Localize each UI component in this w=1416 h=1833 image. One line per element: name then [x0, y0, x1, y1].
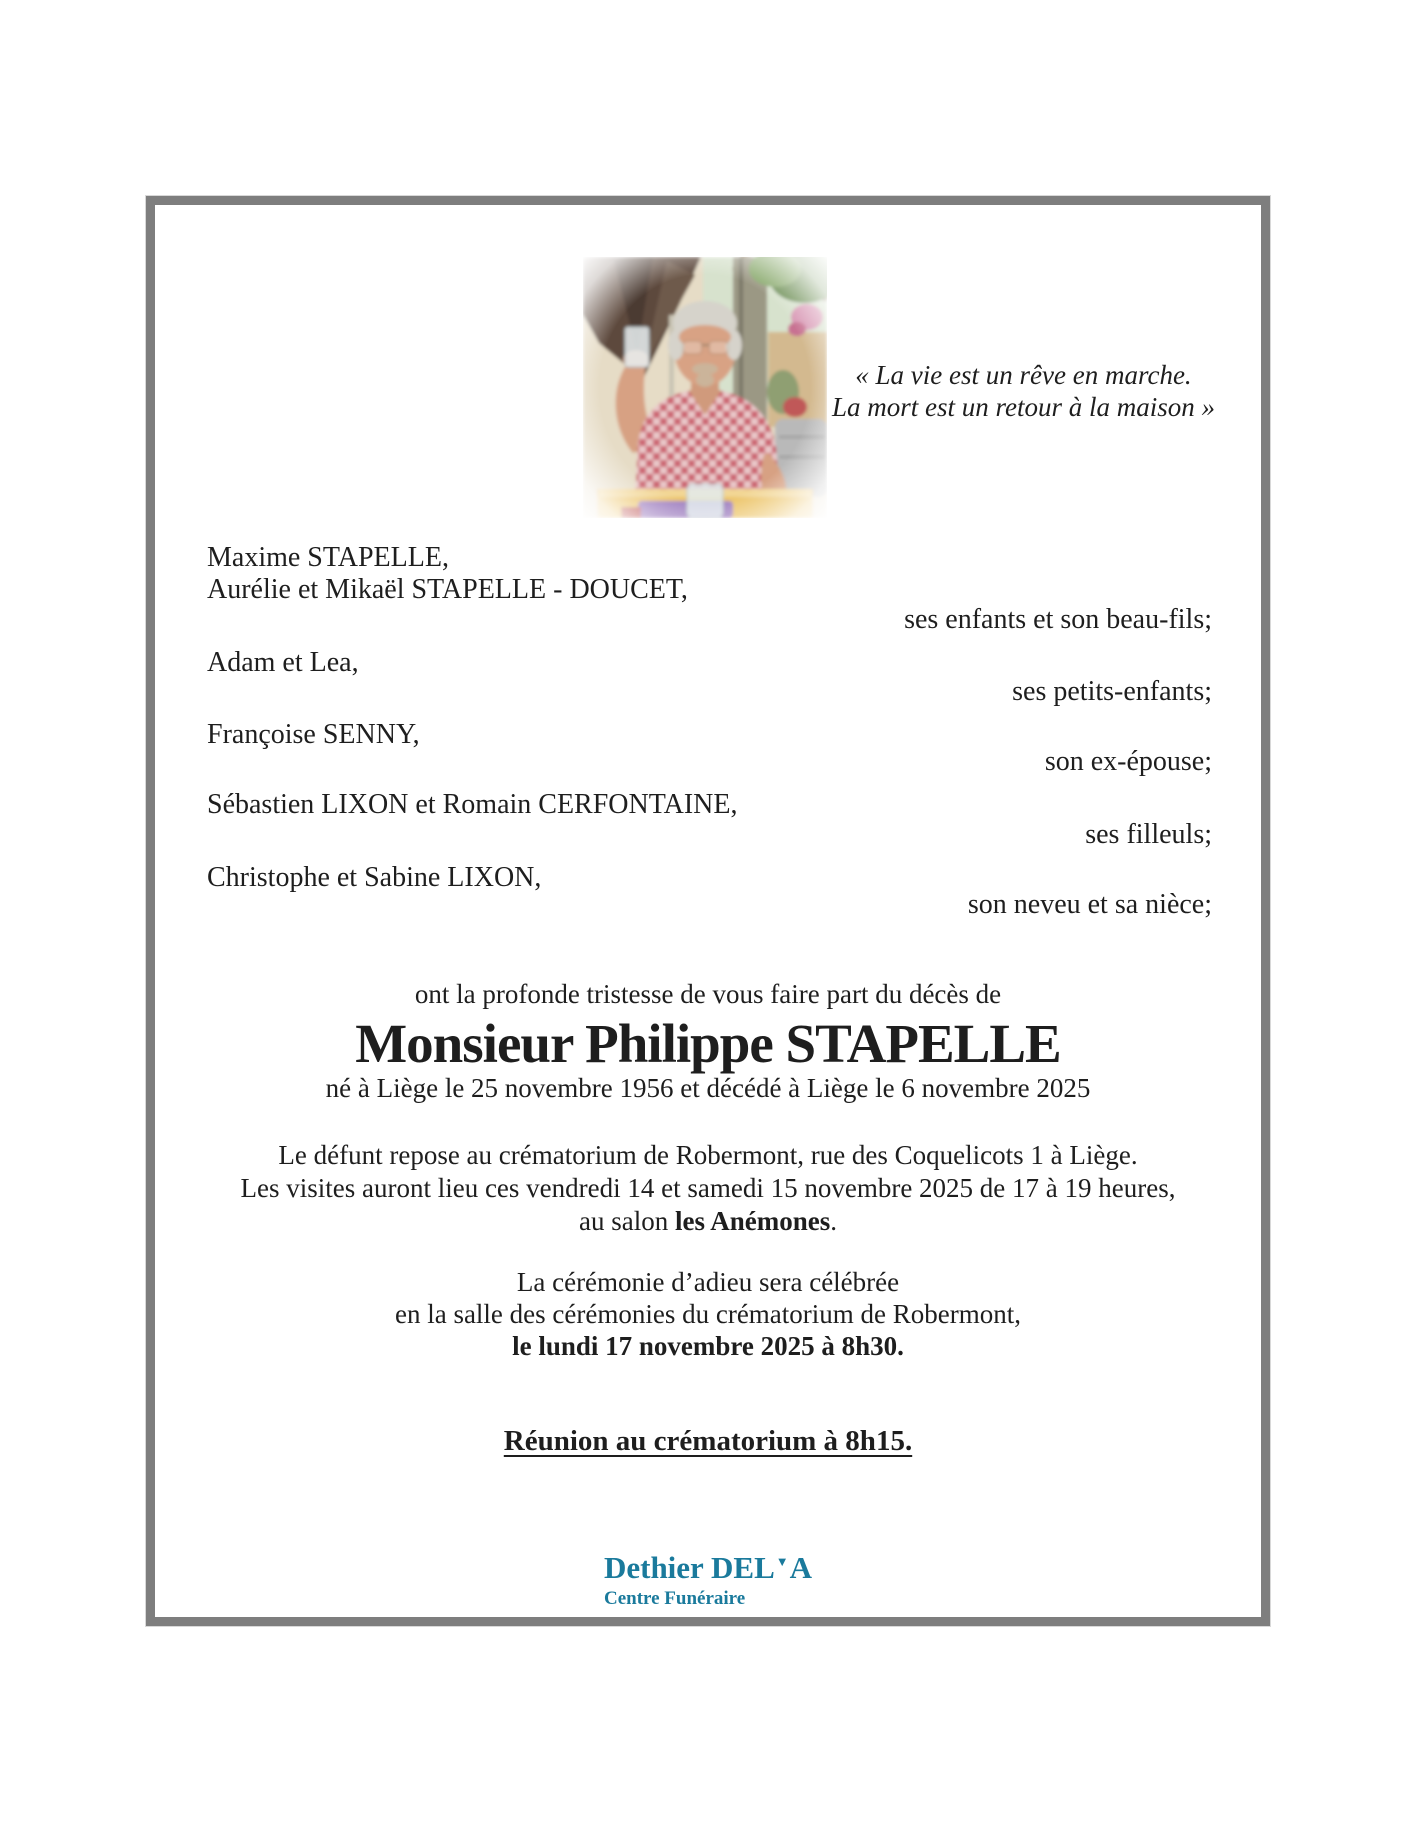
- relation-line: ses filleuls;: [1085, 819, 1212, 850]
- funeral-home-name: Dethier DEL▼A: [604, 1545, 812, 1585]
- relation-line: ses enfants et son beau-fils;: [904, 604, 1212, 635]
- relation-line: ses petits-enfants;: [1012, 676, 1212, 707]
- life-dates: né à Liège le 25 novembre 1956 et décédé à Liège le 6 novembre 2025: [325, 1073, 1091, 1103]
- funeral-home-subtitle: Centre Funéraire: [603, 1588, 746, 1609]
- ceremony-datetime: le lundi 17 novembre 2025 à 8h30.: [512, 1331, 904, 1361]
- family-member-line: Christophe et Sabine LIXON,: [207, 862, 542, 893]
- family-member-line: Adam et Lea,: [207, 647, 359, 678]
- family-member-line: Aurélie et Mikaël STAPELLE - DOUCET,: [207, 574, 688, 605]
- salon-name: les Anémones: [674, 1206, 831, 1236]
- salon-prefix: au salon: [579, 1206, 675, 1236]
- meeting-note: Réunion au crématorium à 8h15.: [503, 1425, 913, 1457]
- ceremony-line-2: en la salle des cérémonies du crématorium de Robermont,: [394, 1299, 1022, 1329]
- funeral-home-logo: [155, 1545, 1261, 1609]
- quote-line-2: La mort est un retour à la maison »: [831, 392, 1215, 422]
- deceased-name: Monsieur Philippe STAPELLE: [355, 1013, 1061, 1074]
- ceremony-line-1: La cérémonie d’adieu sera célébrée: [516, 1267, 900, 1297]
- relation-line: son neveu et sa nièce;: [967, 889, 1212, 920]
- memorial-quote: [832, 359, 1215, 423]
- relation-line: son ex-épouse;: [1044, 746, 1212, 777]
- portrait-photo: [583, 257, 827, 518]
- family-member-line: Sébastien LIXON et Romain CERFONTAINE,: [207, 789, 738, 820]
- family-member-line: Maxime STAPELLE,: [207, 542, 449, 573]
- visitation-location: Le défunt repose au crématorium de Robermont, rue des Coquelicots 1 à Liège.: [278, 1140, 1138, 1170]
- family-member-line: Françoise SENNY,: [207, 719, 420, 750]
- border-frame: [146, 196, 1270, 1626]
- visitation-schedule: Les visites auront lieu ces vendredi 14 et samedi 15 novembre 2025 de 17 à 19 heures,: [240, 1173, 1176, 1203]
- announcement-intro: ont la profonde tristesse de vous faire part du décès de: [414, 979, 1002, 1009]
- quote-line-1: « La vie est un rêve en marche.: [855, 360, 1192, 390]
- logo-triangle-icon: ▼: [775, 1554, 789, 1569]
- visitation-salon: [155, 1206, 1261, 1237]
- salon-suffix: .: [830, 1206, 837, 1236]
- announcement-body: [155, 205, 1261, 1617]
